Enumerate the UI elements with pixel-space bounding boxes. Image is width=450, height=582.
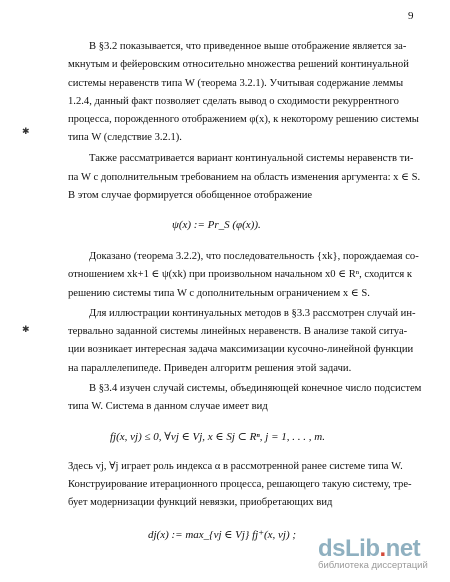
scan-mark-icon: ✱: [22, 126, 30, 136]
text-line: решению системы типа W с дополнительным ограничением x ∈ S.: [68, 288, 370, 299]
text-line: В §3.4 изучен случай системы, объединяющей конечное число подсистем: [89, 383, 422, 394]
text-line: ции возникает интересная задача максимизации кусочно-линейной функции: [68, 344, 414, 355]
text-line: типа W. Система в данном случае имеет вид: [68, 401, 268, 412]
text-line: 1.2.4, данный факт позволяет сделать вывод о сходимости рекуррентного: [68, 96, 399, 107]
scan-mark-icon: ✱: [22, 324, 30, 334]
text-line: системы неравенств типа W (теорема 3.2.1). Учитывая содержание леммы: [68, 78, 404, 89]
text-line: Также рассматривается вариант континуальной системы неравенств ти-: [89, 153, 414, 164]
text-line: на параллелепипеде. Приведен алгоритм решения этой задачи.: [68, 363, 352, 374]
watermark: [318, 535, 428, 571]
text-line: Для иллюстрации континуальных методов в §3.3 рассмотрен случай ин-: [89, 308, 416, 319]
text-line: бует модернизации функций невязки, приобретающих вид: [68, 497, 333, 508]
text-line: отношением xk+1 ∈ ψ(xk) при произвольном начальном x0 ∈ Rⁿ, сходится к: [68, 269, 413, 280]
text-line: В этом случае формируется обобщенное отображение: [68, 190, 313, 201]
text-line: Здесь vj, ∀j играет роль индекса α в рассмотренной ранее системе типа W.: [68, 461, 403, 472]
formula-system: fj(x, vj) ≤ 0, ∀vj ∈ Vj, x ∈ Sj ⊂ Rⁿ, j = 1, . . . , m.: [110, 431, 325, 443]
text-line: В §3.2 показывается, что приведенное выше отображение является за-: [89, 41, 407, 52]
watermark-logo: dsLib.net: [318, 535, 421, 562]
text-line: мкнутым и фейеровским относительно множества решений континуальной: [68, 59, 409, 70]
text-line: тервально заданной системы линейных неравенств. В анализе такой ситуа-: [68, 326, 408, 337]
text-line: Конструирование итерационного процесса, решающего такую систему, тре-: [68, 479, 412, 490]
watermark-subtitle: библиотека диссертаций: [318, 560, 428, 571]
text-line: процесса, порожденного отображением φ(x), к некоторому решению системы: [68, 114, 419, 125]
formula-psi: ψ(x) := Pr_S (φ(x)).: [172, 219, 261, 231]
formula-residual: dj(x) := max_{vj ∈ Vj} fj⁺(x, vj) ;: [148, 529, 297, 541]
text-line: типа W (следствие 3.2.1).: [68, 132, 182, 143]
text-line: Доказано (теорема 3.2.2), что последовательность {xk}, порождаемая со-: [89, 251, 419, 262]
text-line: па W с дополнительным требованием на область изменения аргумента: x ∈ S.: [68, 172, 421, 183]
page-number: 9: [408, 10, 414, 22]
